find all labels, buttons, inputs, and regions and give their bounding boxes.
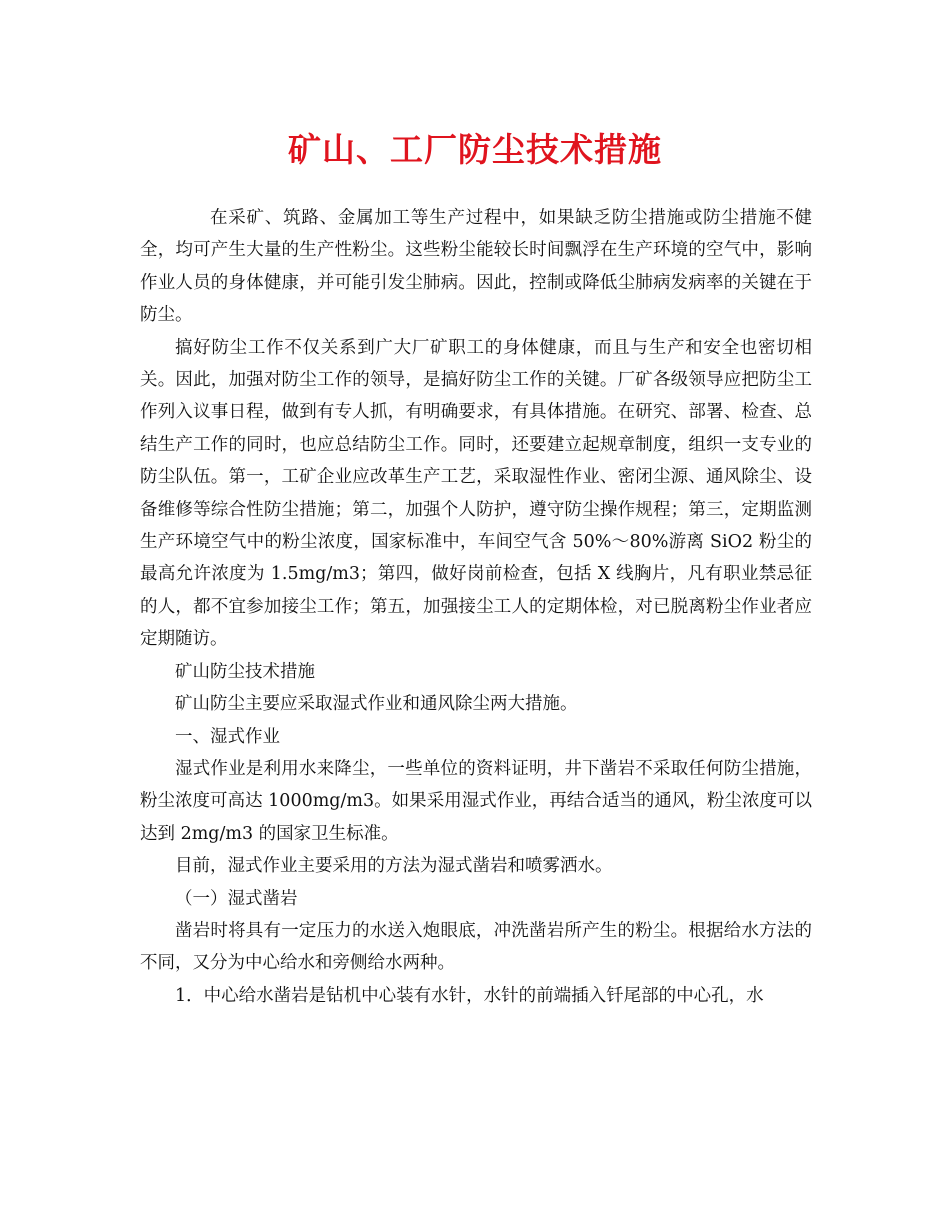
paragraph-management: 搞好防尘工作不仅关系到广大厂矿职工的身体健康，而且与生产和安全也密切相关。因此，加强对防尘工作的领导，是搞好防尘工作的关键。厂矿各级领导应把防尘工作列入议事日程，做到有专人抓，有明确要求，有具体措施。在研究、部署、检查、总结生产工作的同时，也应总结防尘工作。同时，还要建立起规章制度，组织一支专业的防尘队伍。第一，工矿企业应改革生产工艺，采取湿性作业、密闭尘源、通风除尘、设备维修等综合性防尘措施；第二，加强个人防护，遵守防尘操作规程；第三，定期监测生产环境空气中的粉尘浓度，国家标准中，车间空气含 50%～80%游离 SiO2 粉尘的最高允许浓度为 1.5mg/m3；第四，做好岗前检查，包括 X 线胸片，凡有职业禁忌征的人，都不宜参加接尘工作；第五，加强接尘工人的定期体检，对已脱离粉尘作业者应定期随访。 — [140, 337, 812, 650]
paragraph-mine-measures: 矿山防尘主要应采取湿式作业和通风除尘两大措施。 — [175, 694, 578, 715]
subsection-heading-wet-drilling: （一）湿式凿岩 — [175, 888, 298, 909]
paragraph-center-water-feed: 1．中心给水凿岩是钻机中心装有水针，水针的前端插入钎尾部的中心孔，水 — [175, 985, 764, 1006]
document-body — [140, 202, 812, 1012]
section-heading-wet-operation: 一、湿式作业 — [175, 726, 280, 747]
paragraph-wet-operation: 湿式作业是利用水来降尘，一些单位的资料证明，井下凿岩不采取任何防尘措施，粉尘浓度可高达 1000mg/m3。如果采用湿式作业，再结合适当的通风，粉尘浓度可以达到 2mg/m3 的国家卫生标准。 — [140, 758, 812, 844]
paragraph-wet-methods: 目前，湿式作业主要采用的方法为湿式凿岩和喷雾洒水。 — [175, 856, 613, 877]
paragraph-intro: 在采矿、筑路、金属加工等生产过程中，如果缺乏防尘措施或防尘措施不健全，均可产生大量的生产性粉尘。这些粉尘能较长时间飘浮在生产环境的空气中，影响作业人员的身体健康，并可能引发尘肺病。因此，控制或降低尘肺病发病率的关键在于防尘。 — [140, 208, 812, 326]
section-heading-mine-dust: 矿山防尘技术措施 — [175, 661, 315, 682]
document-title: 矿山、工厂防尘技术措施 — [288, 130, 662, 169]
paragraph-wet-drilling: 凿岩时将具有一定压力的水送入炮眼底，冲洗凿岩所产生的粉尘。根据给水方法的不同，又分为中心给水和旁侧给水两种。 — [140, 920, 812, 974]
